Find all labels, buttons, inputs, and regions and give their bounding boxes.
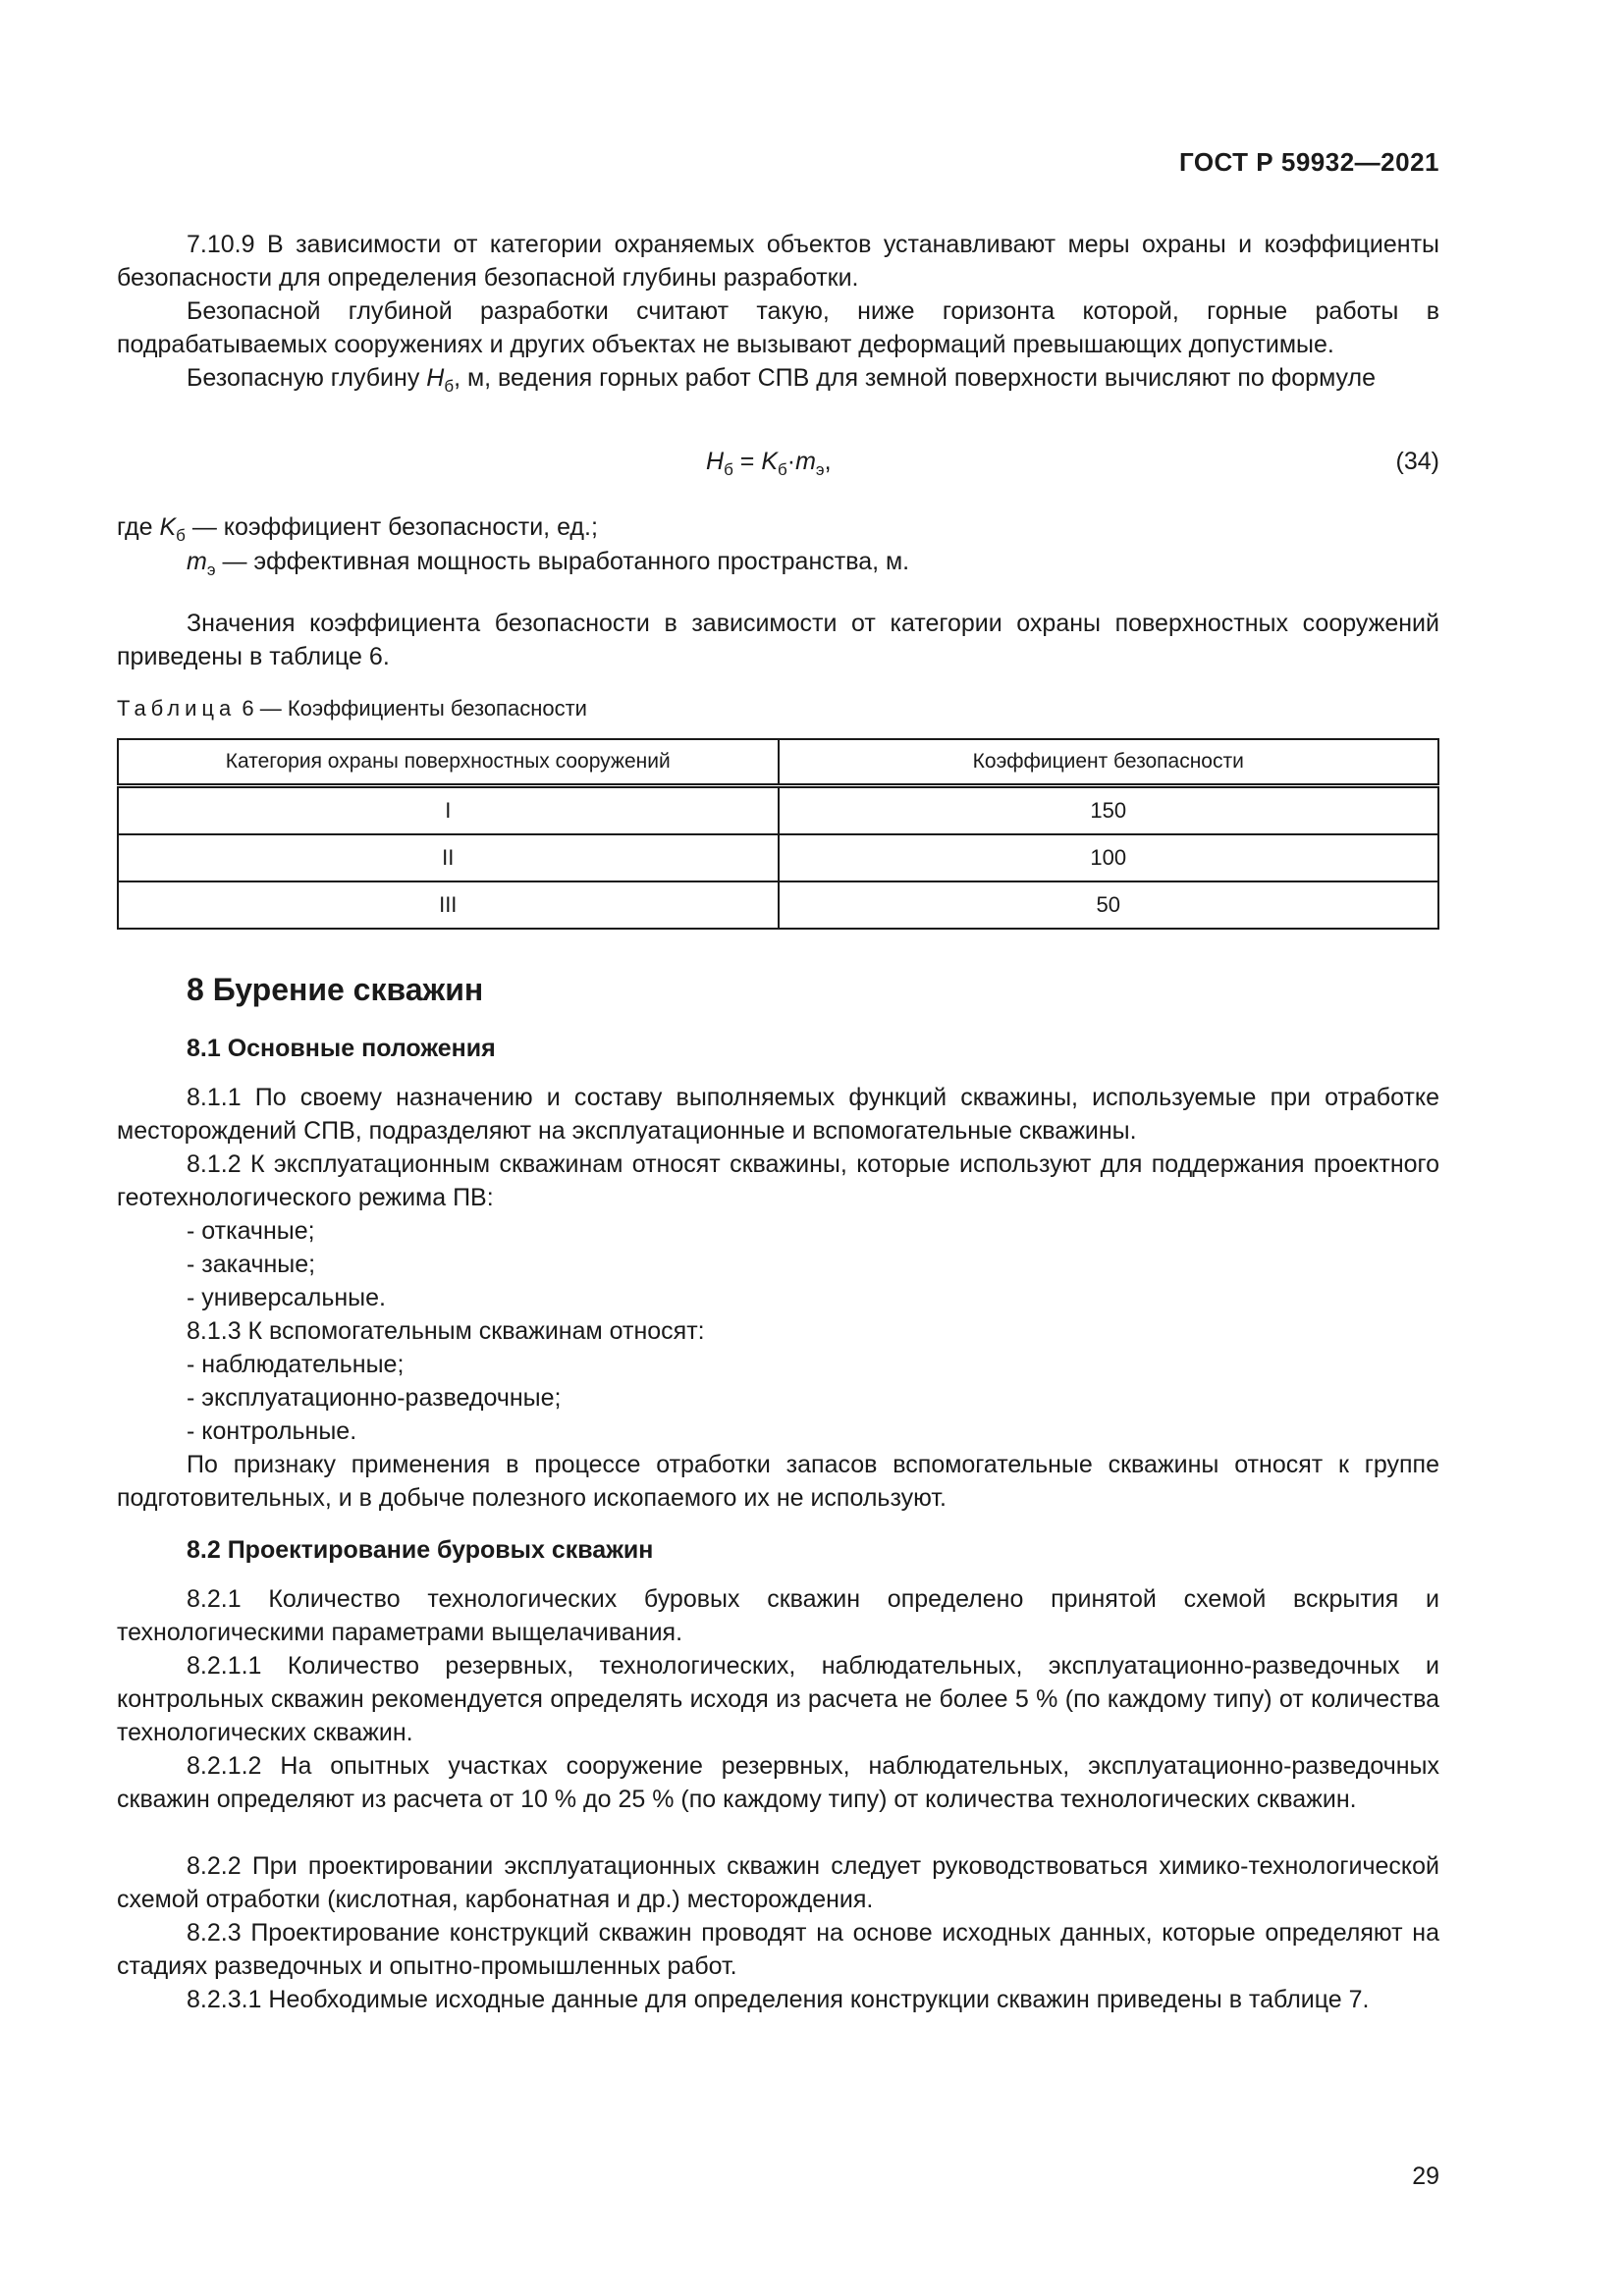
table-row [118,834,1438,881]
formula-m-sub: э [815,460,825,479]
paragraph-8-2-3: 8.2.3 Проектирование конструкций скважин проводят на основе исходных данных, которые определяют на стадиях разведочных и опытно-промышленных работ. [117,1919,1439,1980]
list-item: - наблюдательные; [187,1351,405,1378]
table-cell: I [118,786,779,835]
table6-caption-word: Таблица [117,696,237,721]
depth-intro-before: Безопасную глубину [187,364,427,392]
section-8-2-heading: 8.2 Проектирование буровых скважин [187,1536,654,1564]
table-cell: III [118,881,779,929]
paragraph-8-2-1-2: 8.2.1.2 На опытных участках сооружение резервных, наблюдательных, эксплуатационно-разведочных скважин определяют из расчета от 10 % до 25 % (по каждому типу) от количества технологических скважин. [117,1752,1439,1813]
depth-var-sub: б [444,377,455,396]
paragraph-8-2-1: 8.2.1 Количество технологических буровых скважин определено принятой схемой вскрытия и технологическими параметрами выщелачивания. [117,1585,1439,1646]
paragraph-8-1-2: 8.1.2 К эксплуатационным скважинам относят скважины, которые используют для поддержания проектного геотехнологического режима ПВ: [117,1150,1439,1211]
where-m-text: — эффективная мощность выработанного пространства, м. [215,548,910,575]
list-item: - эксплуатационно-разведочные; [187,1384,562,1412]
table-cell: 100 [779,834,1439,881]
depth-var: H [426,364,445,392]
depth-intro-after: , м, ведения горных работ СПВ для земной поверхности вычисляют по формуле [454,364,1376,392]
paragraph-8-2-1-1: 8.2.1.1 Количество резервных, технологических, наблюдательных, эксплуатационно-разведочных и контрольных скважин рекомендуется определять исходя из расчета не более 5 % (по каждому типу) от количества технологических скважин. [117,1652,1439,1746]
list-item: - контрольные. [187,1417,357,1445]
table-header-cell: Категория охраны поверхностных сооружений [118,739,779,786]
paragraph-8-2-3-1: 8.2.3.1 Необходимые исходные данные для определения конструкции скважин приведены в таблице 7. [187,1986,1370,2013]
paragraph-7-10-9: 7.10.9 В зависимости от категории охраняемых объектов устанавливают меры охраны и коэффициенты безопасности для определения безопасной глубины разработки. [117,231,1439,292]
standard-header: ГОСТ Р 59932—2021 [1178,147,1439,177]
paragraph-safe-depth-definition: Безопасной глубиной разработки считают такую, ниже горизонта которой, горные работы в подрабатываемых сооружениях и других объектах не вызывают деформаций превышающих допустимые. [117,297,1439,358]
table-row [118,881,1438,929]
formula-m: m [795,448,816,475]
list-item: - закачные; [187,1251,316,1278]
table-header-row [118,739,1438,786]
paragraph-8-1-3: 8.1.3 К вспомогательным скважинам относят: [187,1317,705,1345]
formula-number: (34) [1395,448,1439,475]
table-cell: II [118,834,779,881]
where-k-sub: б [176,526,186,545]
table-row [118,786,1438,835]
where-m-sub: э [206,561,216,579]
formula-h-sub: б [724,460,733,479]
formula-expression [706,445,832,487]
table-cell: 150 [779,786,1439,835]
table-cell: 50 [779,881,1439,929]
paragraph-sign-of-use: По признаку применения в процессе отработки запасов вспомогательные скважины относят к группе подготовительных, и в добыче полезного ископаемого их не используют. [117,1451,1439,1512]
formula-tail: , [824,448,832,475]
formula-dot: · [786,448,796,475]
formula-eq: = [732,448,762,475]
where-k-var: K [159,513,177,541]
formula-k: K [761,448,778,475]
document-page [117,0,1439,2296]
formula-k-sub: б [778,460,787,479]
formula-h: H [706,448,725,475]
section-8-1-heading: 8.1 Основные положения [187,1035,496,1062]
where-prefix: где [117,513,160,541]
paragraph-8-2-2: 8.2.2 При проектировании эксплуатационных скважин следует руководствоваться химико-технологической схемой отработки (кислотная, карбонатная и др.) месторождения. [117,1852,1439,1913]
table6-caption [117,694,587,723]
where-k-text: — коэффициент безопасности, ед.; [185,513,598,541]
list-item: - универсальные. [187,1284,386,1311]
list-item: - откачные; [187,1217,315,1245]
formula-34 [117,445,1439,478]
section-8-heading: 8 Бурение скважин [187,972,484,1007]
table6-caption-rest: 6 — Коэффициенты безопасности [236,696,587,721]
where-m-var: m [187,548,207,575]
table-header-cell: Коэффициент безопасности [779,739,1439,786]
paragraph-8-1-1: 8.1.1 По своему назначению и составу выполняемых функций скважины, используемые при отработке месторождений СПВ, подразделяют на эксплуатационные и вспомогательные скважины. [117,1084,1439,1145]
where-m [187,545,909,587]
page-number: 29 [1412,2163,1439,2190]
paragraph-values-table6: Значения коэффициента безопасности в зависимости от категории охраны поверхностных сооружений приведены в таблице 6. [117,610,1439,670]
paragraph-depth-intro [117,361,1439,403]
table-6 [117,738,1439,930]
